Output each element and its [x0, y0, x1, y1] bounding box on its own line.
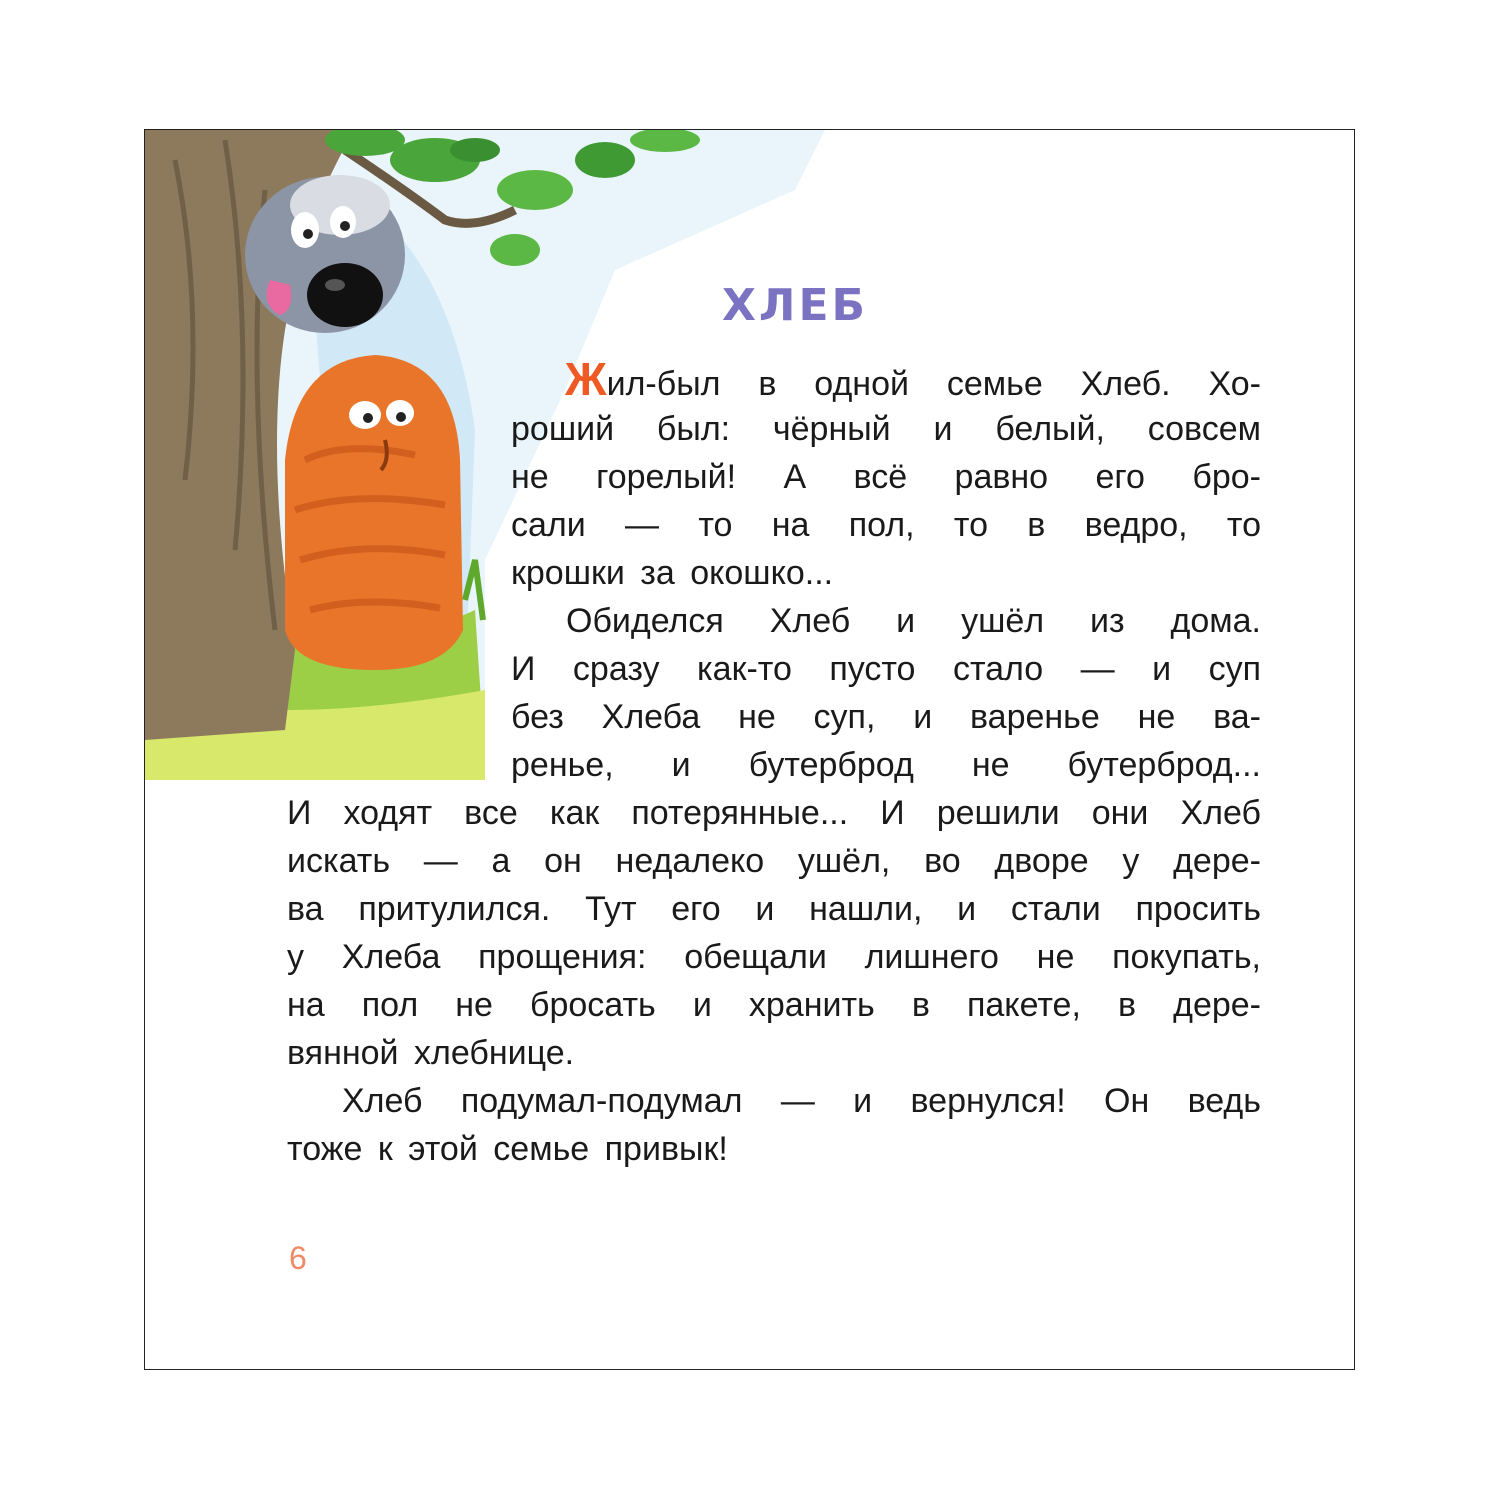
story-line: на пол не бросать и хранить в пакете, в дере- [287, 986, 1261, 1024]
bread-loaf-icon [285, 355, 463, 670]
story-line: не горелый! А всё равно его бро- [511, 458, 1261, 496]
story-line: вянной хлебнице. [287, 1034, 575, 1072]
story-line: ва притулился. Тут его и нашли, и стали просить [287, 890, 1261, 928]
story-line: И сразу как-то пусто стало — и суп [511, 650, 1261, 688]
first-line-text: ил-был в одной семье Хлеб. Хо- [606, 365, 1261, 403]
page-number: 6 [289, 1240, 307, 1276]
story-line: ренье, и бутерброд не бутерброд... [511, 746, 1261, 784]
story-line: тоже к этой семье привык! [287, 1130, 728, 1168]
story-line: роший был: чёрный и белый, совсем [511, 410, 1261, 448]
story-title: ХЛЕБ [721, 280, 869, 331]
story-line [565, 355, 1261, 403]
story-line: И ходят все как потерянные... И решили они Хлеб [287, 794, 1261, 832]
story-line: искать — а он недалеко ушёл, во дворе у дере- [287, 842, 1261, 880]
drop-cap: Ж [565, 353, 607, 405]
book-page [144, 129, 1355, 1370]
story-line: сали — то на пол, то в ведро, то [511, 506, 1261, 544]
story-line: у Хлеба прощения: обещали лишнего не покупать, [287, 938, 1261, 976]
story-line: Обиделся Хлеб и ушёл из дома. [566, 602, 1261, 640]
story-line: без Хлеба не суп, и варенье не ва- [511, 698, 1261, 736]
story-line: крошки за окошко... [511, 554, 834, 592]
story-line: Хлеб подумал-подумал — и вернулся! Он ведь [342, 1082, 1261, 1120]
